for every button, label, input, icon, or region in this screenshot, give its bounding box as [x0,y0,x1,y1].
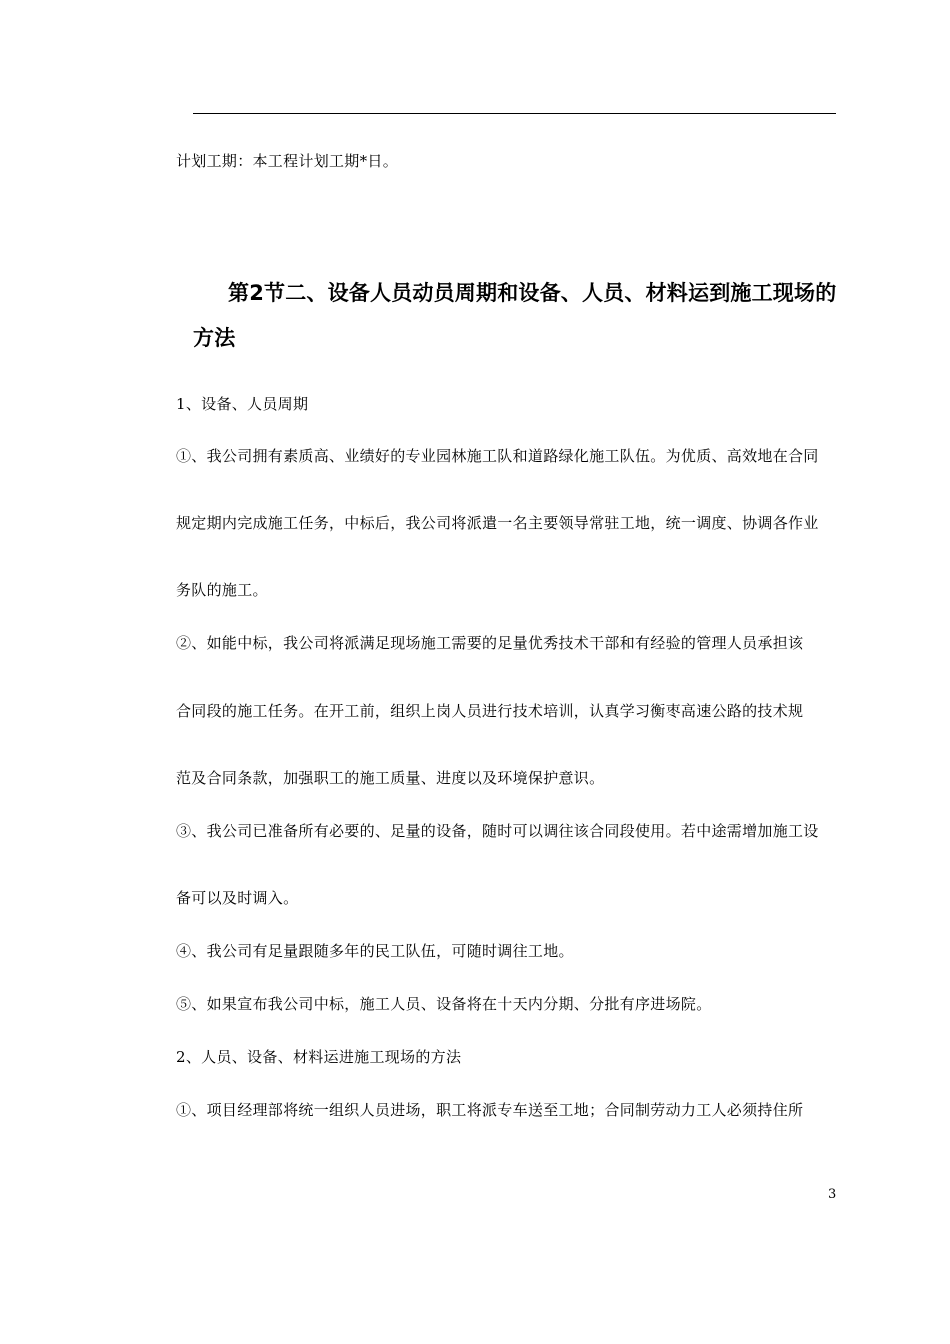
subsection-1-title: 1、设备、人员周期 [176,395,309,413]
paragraph-line: 备可以及时调入。 [176,889,299,907]
paragraph-line: ③、我公司已准备所有必要的、足量的设备，随时可以调往该合同段使用。若中途需增加施工设 [176,822,819,840]
section-heading-line2: 方法 [193,326,236,350]
paragraph-line: 规定期内完成施工任务，中标后，我公司将派遣一名主要领导常驻工地，统一调度、协调各作业 [176,514,819,532]
plan-duration-line: 计划工期：本工程计划工期*日。 [176,152,399,170]
paragraph-line: 务队的施工。 [176,581,268,599]
paragraph-line: ①、项目经理部将统一组织人员进场，职工将派专车送至工地；合同制劳动力工人必须持住所 [176,1101,804,1119]
paragraph-line: ⑤、如果宣布我公司中标，施工人员、设备将在十天内分期、分批有序进场院。 [176,995,712,1013]
paragraph-line: 合同段的施工任务。在开工前，组织上岗人员进行技术培训，认真学习衡枣高速公路的技术规 [176,702,804,720]
subsection-2-title: 2、人员、设备、材料运进施工现场的方法 [176,1048,462,1066]
page-number: 3 [828,1187,837,1202]
section-heading-line1: 第2节二、设备人员动员周期和设备、人员、材料运到施工现场的 [228,281,837,305]
paragraph-line: 范及合同条款，加强职工的施工质量、进度以及环境保护意识。 [176,769,605,787]
paragraph-line: ②、如能中标，我公司将派满足现场施工需要的足量优秀技术干部和有经验的管理人员承担该 [176,634,804,652]
paragraph-line: ④、我公司有足量跟随多年的民工队伍，可随时调往工地。 [176,942,574,960]
paragraph-line: ①、我公司拥有素质高、业绩好的专业园林施工队和道路绿化施工队伍。为优质、高效地在合同 [176,447,819,465]
header-rule [193,113,836,114]
